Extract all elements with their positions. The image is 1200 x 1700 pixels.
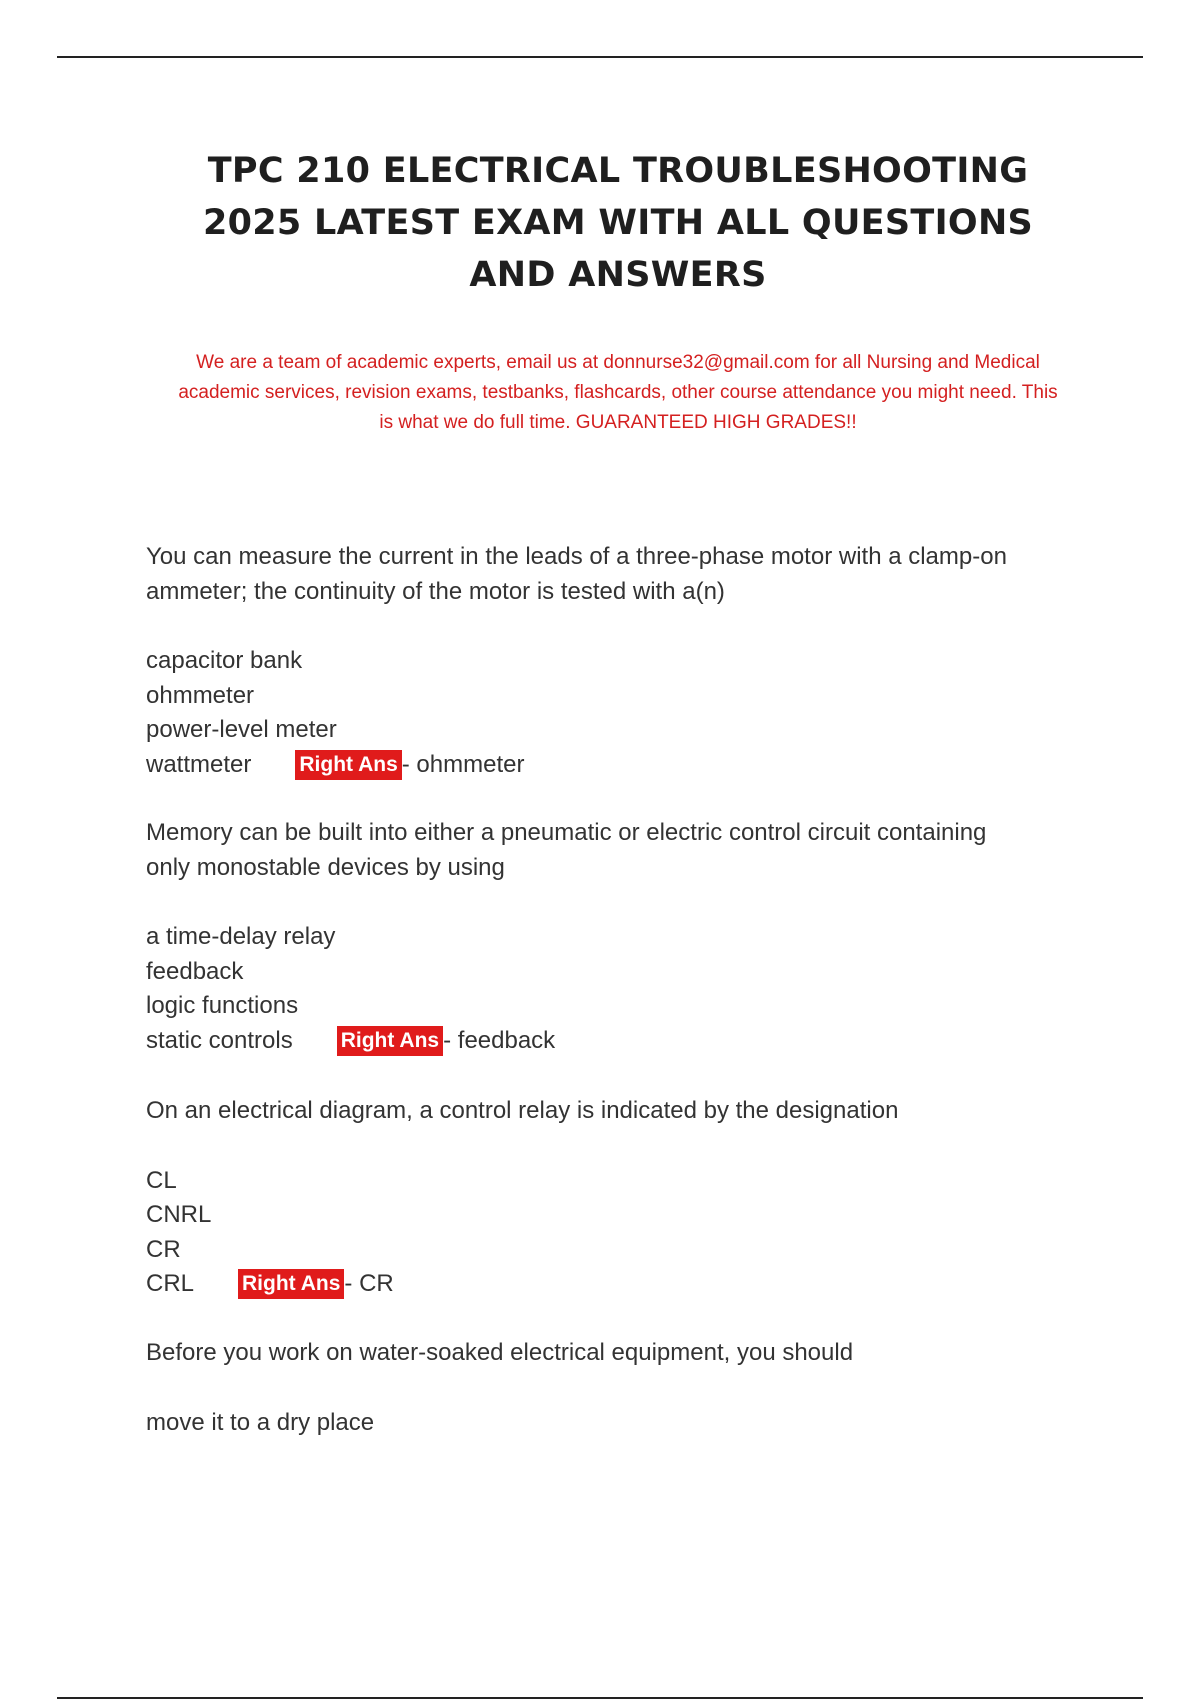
- right-answer-label: Right Ans: [337, 1026, 443, 1056]
- title-line: TPC 210 ELECTRICAL TROUBLESHOOTING: [207, 151, 1029, 191]
- question-block: [146, 1336, 1106, 1440]
- answer-text: - ohmmeter: [401, 750, 525, 778]
- option-text: CRL: [146, 1270, 195, 1297]
- promo-notice: [140, 348, 1096, 438]
- question-block: [146, 1094, 1106, 1302]
- options-list: [146, 920, 1106, 1058]
- promo-line: academic services, revision exams, testbanks, flashcards, other course attendance you might need. This: [178, 382, 1058, 403]
- right-answer-label: Right Ans: [295, 750, 401, 780]
- promo-line: We are a team of academic experts, email us at donnurse32@gmail.com for all Nursing and Medical: [196, 352, 1040, 373]
- right-answer-label: Right Ans: [238, 1269, 344, 1299]
- option-item: a time-delay relay: [146, 923, 336, 950]
- title-line: 2025 LATEST EXAM WITH ALL QUESTIONS: [202, 203, 1034, 243]
- option-item: CL: [146, 1166, 177, 1194]
- answer-text: - CR: [344, 1270, 394, 1297]
- top-rule: [57, 56, 1143, 58]
- question-block: [146, 540, 1106, 782]
- question-line: On an electrical diagram, a control relay is indicated by the designation: [146, 1097, 899, 1124]
- title-line: AND ANSWERS: [469, 255, 767, 295]
- question-text: [146, 540, 1106, 609]
- promo-line: is what we do full time. GUARANTEED HIGH GRADES!!: [379, 412, 857, 433]
- option-text: static controls: [146, 1026, 293, 1054]
- options-list: [146, 1164, 1106, 1302]
- option-item: CNRL: [146, 1201, 212, 1228]
- option-item: CR: [146, 1235, 181, 1263]
- question-line: Memory can be built into either a pneumatic or electric control circuit containing: [146, 819, 987, 846]
- option-item: move it to a dry place: [146, 1408, 375, 1436]
- options-list: [146, 1406, 1106, 1441]
- question-line: You can measure the current in the leads of a three-phase motor with a clamp-on: [146, 543, 1007, 570]
- option-item: capacitor bank: [146, 647, 303, 674]
- answer-text: - feedback: [443, 1026, 556, 1054]
- question-line: Before you work on water-soaked electrical equipment, you should: [146, 1339, 854, 1366]
- option-item: logic functions: [146, 992, 299, 1019]
- question-text: [146, 1094, 1106, 1129]
- option-item-with-answer: [146, 1024, 1106, 1059]
- question-text: [146, 816, 1106, 885]
- option-item: feedback: [146, 957, 244, 985]
- document-title: [110, 145, 1126, 301]
- option-item-with-answer: [146, 748, 1106, 783]
- option-item: power-level meter: [146, 716, 337, 743]
- option-item-with-answer: [146, 1267, 1106, 1302]
- question-line: only monostable devices by using: [146, 853, 505, 881]
- options-list: [146, 644, 1106, 782]
- bottom-rule: [57, 1697, 1143, 1699]
- option-item: ohmmeter: [146, 681, 255, 709]
- question-text: [146, 1336, 1106, 1371]
- question-line: ammeter; the continuity of the motor is tested with a(n): [146, 577, 725, 605]
- question-block: [146, 816, 1106, 1058]
- option-text: wattmeter: [146, 750, 252, 778]
